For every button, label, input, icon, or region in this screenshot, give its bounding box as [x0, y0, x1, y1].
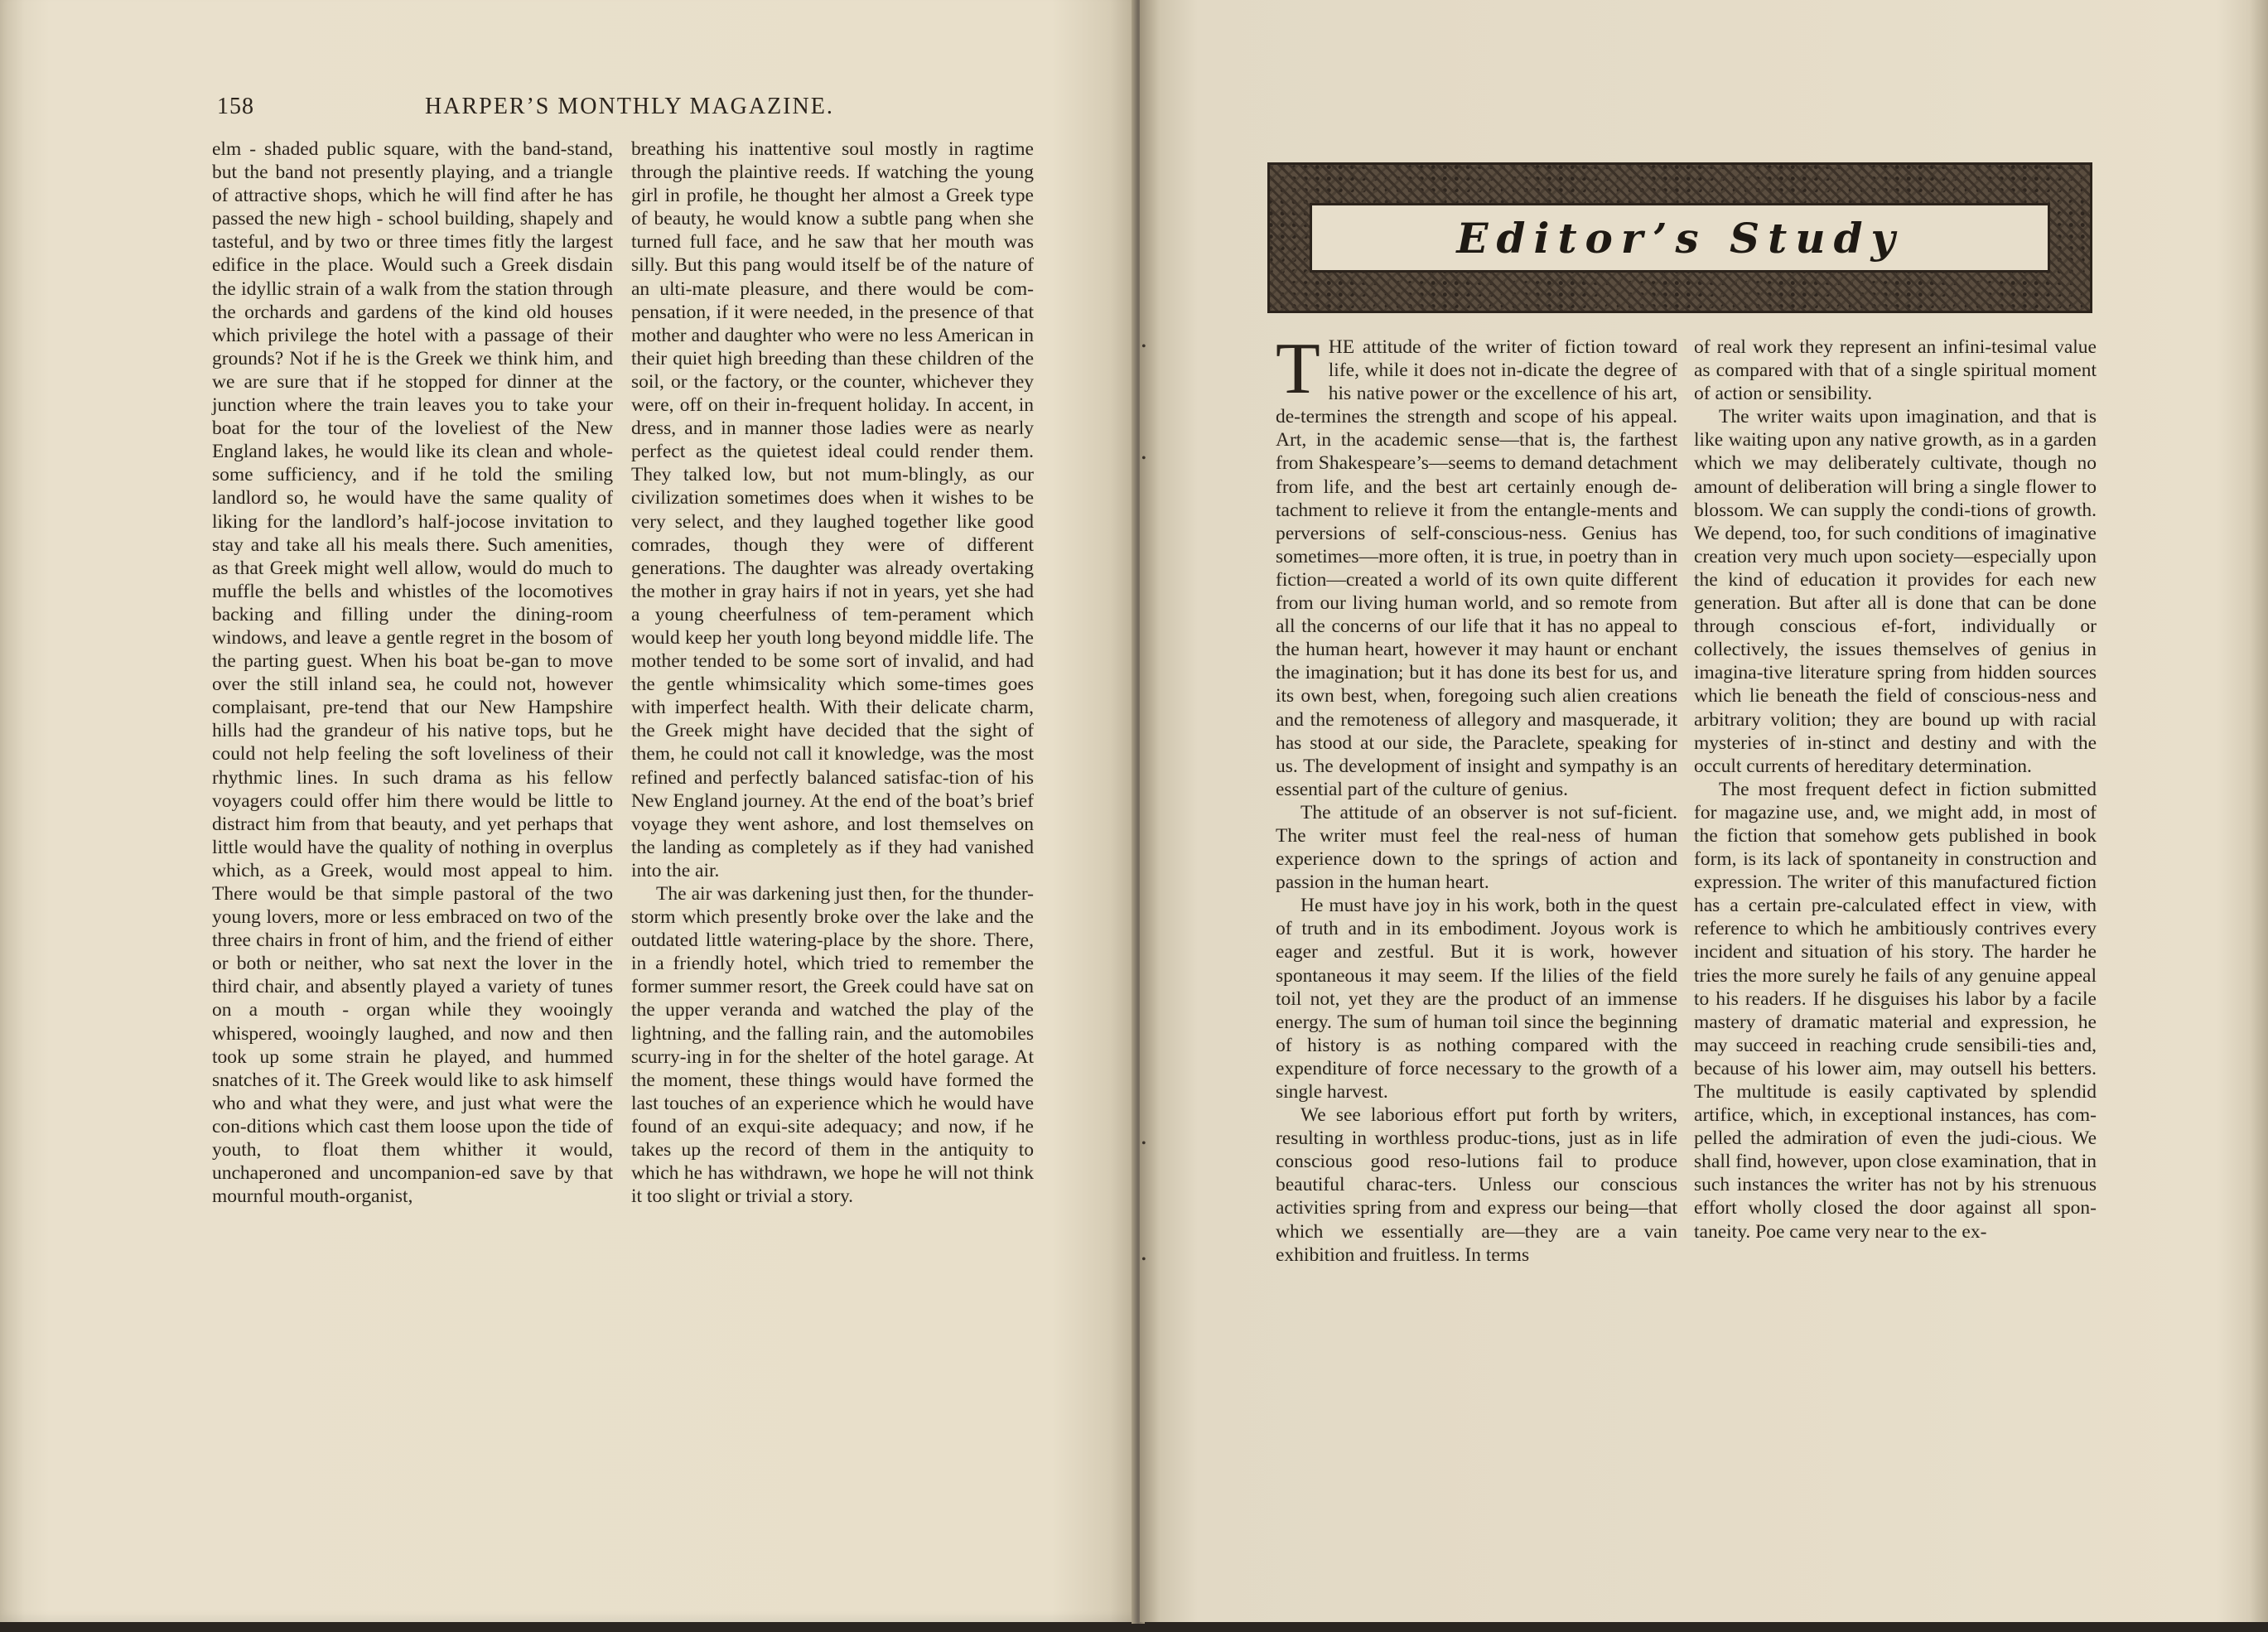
binding-dot-icon: • — [1141, 1137, 1146, 1151]
left-page — [0, 0, 1136, 1622]
paragraph-text: HE attitude of the writer of fiction toward life, while it does not in-dicate the degree of his native power or the excellence of his art, de-termines the strength and scope of his appeal. Art, in the academic sense—that is, the farthest from Shakespeare’s—seems to demand detachment from life, and the best art certainly enough de-tachment to relieve it from the entangle-ments and perversions of self-conscious-ness. Genius has sometimes—more often, it is true, in poetry than in fiction—created a world of its own quite different from our living human world, and so remote from all the concerns of our life that it has no appeal to the human heart, however it may haunt or enchant the imagination; but it has done its best for us, and its own best, when, foregoing such alien creations and the remoteness of allegory and masquerade, it has stood at our side, the Paraclete, speaking for us. The development of insight and sympathy is an essential part of the culture of genius. — [1276, 336, 1677, 800]
editors-study-banner — [1267, 162, 2092, 313]
left-column-1 — [212, 138, 613, 1208]
paragraph: The air was darkening just then, for the thunder-storm which presently broke over the lake and the outdated little watering-place by the shore. There, in a friendly hotel, which tried to remember the former summer resort, the Greek could have sat on the upper veranda and watched the play of the lightning, and the falling rain, and the automobiles scurry-ing in for the shelter of the hotel garage. At the moment, these things would have formed the last touches of an experience which he would have found of an exqui-site adequacy; and now, if he takes up the record of them in the antiquity to which he has withdrawn, we hope he will not think it too slight or trivial a story. — [631, 883, 1034, 1208]
paragraph: of real work they represent an infini-tesimal value as compared with that of a single spiritual moment of action or sensibility. — [1694, 336, 2097, 405]
drop-cap: T — [1276, 329, 1320, 409]
page-number: 158 — [217, 94, 254, 119]
paragraph: We see laborious effort put forth by writers, resulting in worthless produc-tions, just as in life conscious good reso-lutions fail to produce beautiful charac-ters. Unless our conscious activities spring from and express our being—that which we essentially are—they are a vain exhibition and fruitless. In terms — [1276, 1104, 1677, 1266]
binding-dot-icon: • — [1141, 340, 1146, 354]
section-title: Editor’s Study — [1456, 213, 1904, 263]
paragraph — [1276, 329, 1677, 801]
binding-dot-icon: • — [1141, 1253, 1146, 1267]
paragraph: The attitude of an observer is not suf-ficient. The writer must feel the real-ness of human experience down to the springs of action and passion in the human heart. — [1276, 801, 1677, 894]
paragraph: elm - shaded public square, with the band-stand, but the band not presently playing, and a triangle of attractive shops, which he will find after he has passed the new high - school building, shapely and tasteful, and by two or three times fitly the largest edifice in the place. Would such a Greek disdain the idyllic strain of a walk from the station through the orchards and gardens of the kind old houses which privilege the hotel with a passage of their grounds? Not if he is the Greek we think him, and we are sure that if he stopped for dinner at the junction where the train leaves you to take your boat for the tour of the loveliest of the New England lakes, he would like its clean and whole-some sufficiency, and if he told the smiling landlord so, he would have the same quality of liking for the landlord’s half-jocose invitation to stay and take all his meals there. Such amenities, as that Greek might well allow, would do much to muffle the bells and whistles of the locomotives backing and filling under the dining-room windows, and leave a gentle regret in the bosom of the parting guest. When his boat be-gan to move over the still inland sea, he could not, however complaisant, pre-tend that our New Hampshire hills had the grandeur of his native tops, but he could not help feeling the soft loveliness of their rhythmic lines. In such drama as his fellow voyagers could offer him there would be little to distract him from that beauty, and yet perhaps that little would have the quality of nothing in overplus which, as a Greek, would most appeal to him. There would be that simple pastoral of the two young lovers, more or less embraced on two of the three chairs in front of him, and the friend of either or both or neither, who sat next the lover in the third chair, and absently played a variety of tunes on a mouth - organ while they wooingly whispered, wooingly laughed, and now and then took up some strain he played, and hummed snatches of it. The Greek would like to ask himself who and what they were, and just what were the con-ditions which cast them loose upon the tide of youth, to float them whither it would, unchaperoned and uncompanion-ed save by that mournful mouth-organist, — [212, 138, 613, 1208]
paragraph: The writer waits upon imagination, and that is like waiting upon any native growth, as in a garden which we may deliberately cultivate, though no amount of deliberation will bring a single flower to blossom. We can supply the condi-tions of growth. We depend, too, for such conditions of imaginative creation very much upon society—especially upon the kind of education it provides for each new generation. But after all is done that can be done through conscious ef-fort, individually or collectively, the issues themselves of genius in imagina-tive literature spring from hidden sources which lie beneath the field of conscious-ness and arbitrary volition; they are bound up with racial mysteries of in-stinct and destiny and with the occult currents of hereditary determination. — [1694, 406, 2097, 777]
paragraph: breathing his inattentive soul mostly in ragtime through the plaintive reeds. If watching the young girl in profile, he thought her almost a Greek type of beauty, he would know a subtle pang when she turned full face, and he saw that her mouth was silly. But this pang would itself be of the nature of an ulti-mate pleasure, and there would be com-pensation, if it were needed, in the presence of that mother and daughter who were no less American in their quiet high breeding than these children of the soil, or the factory, or the counter, whichever they were, off on their in-frequent holiday. In accent, in dress, and in manner those ladies were as nearly perfect as the quietest ideal could render them. They talked low, but not mum-blingly, as our civilization sometimes does when it wishes to be very select, and they laughed together like good comrades, though they were of different generations. The daughter was already overtaking the mother in gray hairs if not in years, yet she had a young cheerfulness of tem-perament which would keep her youth long beyond middle life. The mother tended to be some sort of invalid, and had the gentle whimsicality which some-times goes with imperfect health. With their delicate charm, the Greek might have decided that the sight of them, he could not call it knowledge, was the most refined and perfectly balanced satisfac-tion of his New England journey. At the end of the boat’s brief voyage they went ashore, and lost themselves on the landing as completely as if they had vanished into the air. — [631, 138, 1034, 881]
left-column-2 — [631, 138, 1034, 1208]
running-head-title: HARPER’S MONTHLY MAGAZINE. — [425, 94, 834, 119]
binding-dot-icon: • — [1141, 451, 1146, 466]
right-column-1 — [1276, 329, 1677, 1267]
banner-panel — [1312, 205, 2048, 270]
paragraph: The most frequent defect in fiction submitted for magazine use, and, we might add, in most of the fiction that somehow gets published in book form, is its lack of spontaneity in construction and expression. The writer of this manufactured fiction has a certain pre-calculated effect in view, with reference to which he ambitiously contrives every incident and situation of his story. The harder he tries the more surely he fails of any genuine appeal to his readers. If he disguises his labor by a facile mastery of dramatic material and expression, he may succeed in reaching crude sensibili-ties and, because of his lower aim, may outsell his betters. The multitude is easily captivated by splendid artifice, which, in exceptional instances, has com-pelled the admiration of even the judi-cious. We shall find, however, upon close examination, that in such instances the writer has not by his strenuous effort wholly closed the door against all spon-taneity. Poe came very near to the ex- — [1694, 778, 2097, 1243]
paragraph: He must have joy in his work, both in the quest of truth and in its embodiment. Joyous work is eager and zestful. But it is work, however spontaneous it may seem. If the lilies of the field toil not, yet they are the product of an immense energy. The sum of human toil since the beginning of history is as nothing compared with the expenditure of force necessary to the growth of a single harvest. — [1276, 895, 1677, 1103]
right-column-2 — [1694, 336, 2097, 1243]
